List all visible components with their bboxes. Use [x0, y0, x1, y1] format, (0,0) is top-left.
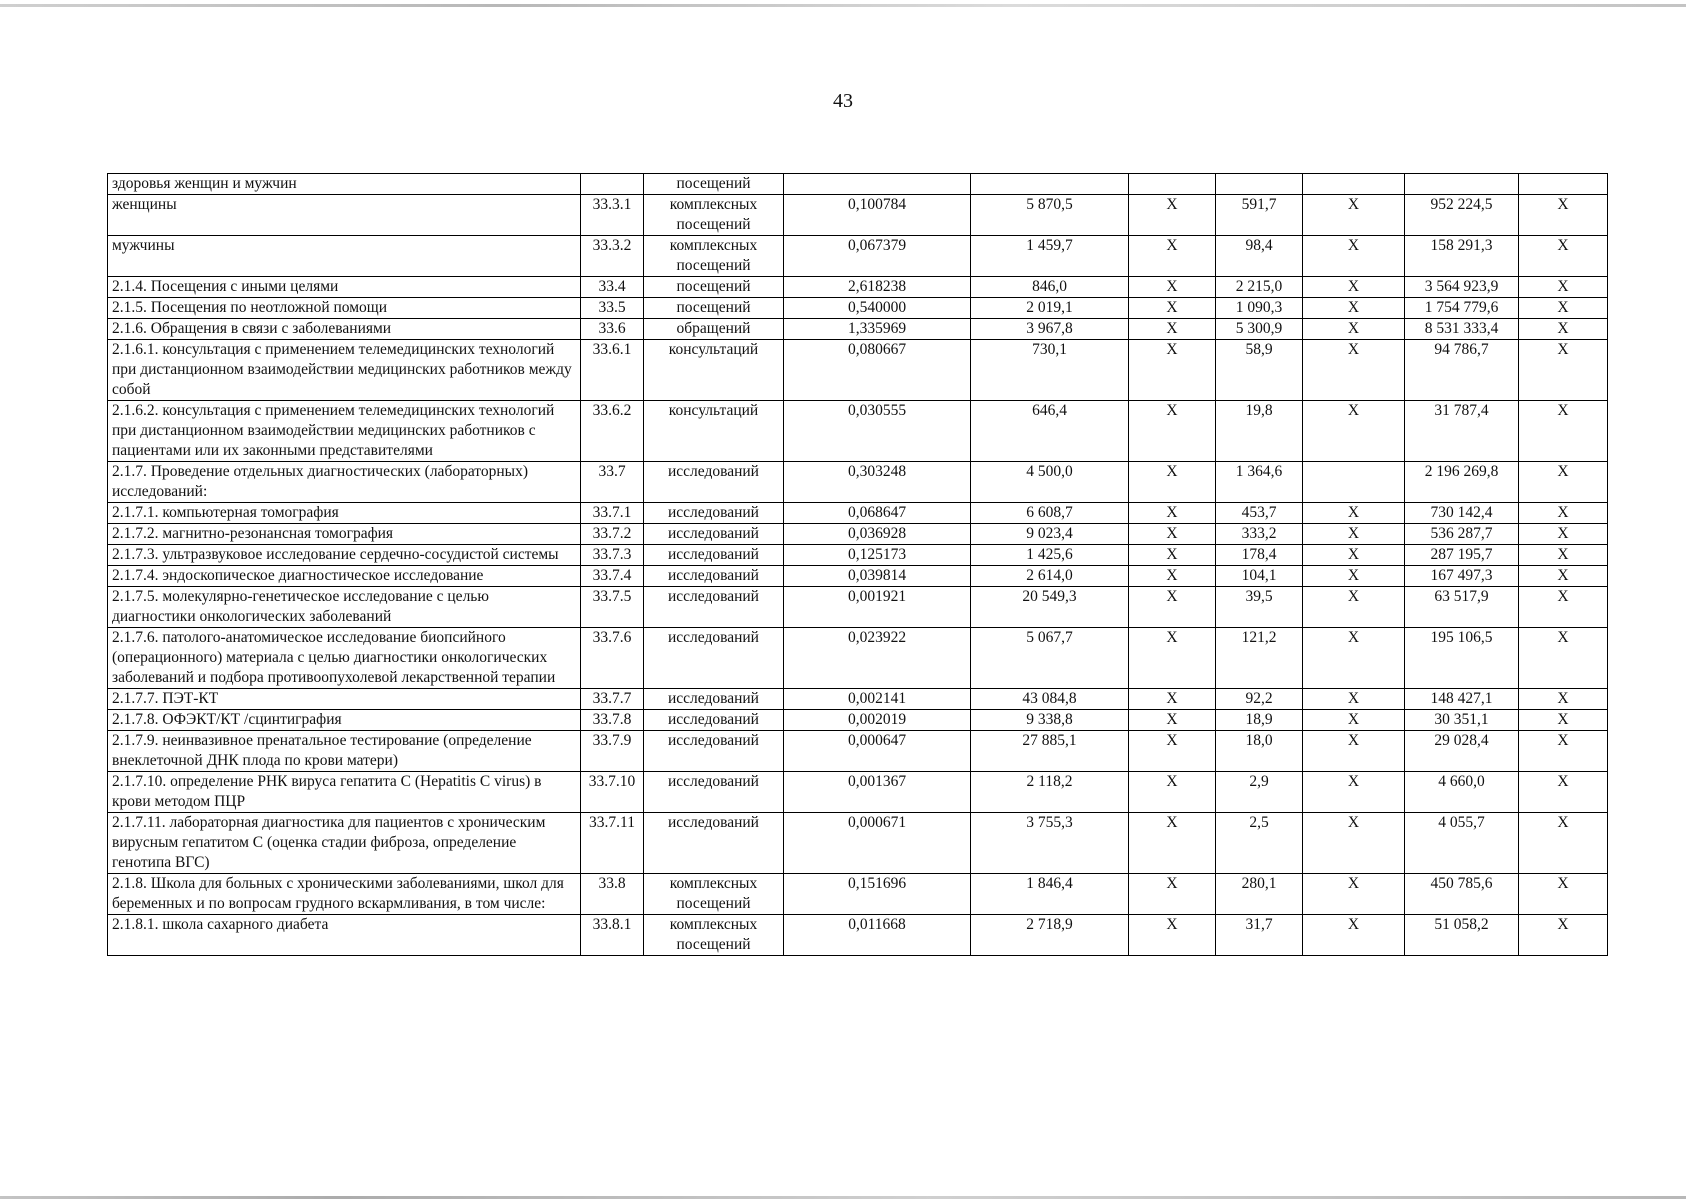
table-row [108, 710, 1608, 731]
cell-per-capita: 98,4 [1216, 236, 1303, 277]
cell-per-capita: 280,1 [1216, 874, 1303, 915]
cell-sum: 158 291,3 [1405, 236, 1519, 277]
cell-x: Х [1519, 772, 1608, 813]
cell-code [581, 174, 644, 195]
cell-x: Х [1129, 298, 1216, 319]
cell-x: Х [1129, 277, 1216, 298]
cell-unit: исследований [644, 524, 784, 545]
cell-per-capita: 19,8 [1216, 401, 1303, 462]
cell-x: Х [1303, 566, 1405, 587]
cell-x: Х [1129, 524, 1216, 545]
medical-services-table [107, 173, 1608, 956]
cell-sum: 195 106,5 [1405, 628, 1519, 689]
table-row [108, 689, 1608, 710]
cell-x: Х [1303, 277, 1405, 298]
cell-name: 2.1.6.1. консультация с применением телемедицинских технологий при дистанционном взаимодействии медицинских работников между собой [108, 340, 581, 401]
cell-x: Х [1519, 915, 1608, 956]
table-row [108, 813, 1608, 874]
cell-x: Х [1303, 731, 1405, 772]
cell-unit: посещений [644, 174, 784, 195]
cell-x [1129, 174, 1216, 195]
cell-cost: 3 967,8 [971, 319, 1129, 340]
cell-cost: 27 885,1 [971, 731, 1129, 772]
table-row [108, 524, 1608, 545]
cell-x: Х [1129, 731, 1216, 772]
cell-code: 33.7.7 [581, 689, 644, 710]
cell-unit: исследований [644, 545, 784, 566]
cell-cost: 846,0 [971, 277, 1129, 298]
cell-per-capita: 2,9 [1216, 772, 1303, 813]
cell-unit: исследований [644, 503, 784, 524]
cell-name: 2.1.7.5. молекулярно-генетическое исследование с целью диагностики онкологических заболеваний [108, 587, 581, 628]
cell-x: Х [1519, 731, 1608, 772]
cell-unit: исследований [644, 772, 784, 813]
cell-rate: 0,100784 [784, 195, 971, 236]
cell-rate: 0,023922 [784, 628, 971, 689]
cell-cost: 1 425,6 [971, 545, 1129, 566]
cell-x: Х [1519, 503, 1608, 524]
cell-x: Х [1303, 503, 1405, 524]
cell-x [1519, 174, 1608, 195]
cell-per-capita: 39,5 [1216, 587, 1303, 628]
cell-cost: 4 500,0 [971, 462, 1129, 503]
cell-sum: 536 287,7 [1405, 524, 1519, 545]
cell-code: 33.3.1 [581, 195, 644, 236]
cell-sum: 94 786,7 [1405, 340, 1519, 401]
cell-name: 2.1.7. Проведение отдельных диагностических (лабораторных) исследований: [108, 462, 581, 503]
cell-x [1303, 174, 1405, 195]
table-row [108, 195, 1608, 236]
cell-code: 33.7.3 [581, 545, 644, 566]
cell-unit: исследований [644, 566, 784, 587]
page-number: 43 [833, 90, 853, 112]
cell-code: 33.7.5 [581, 587, 644, 628]
cell-sum: 167 497,3 [1405, 566, 1519, 587]
cell-rate: 0,001921 [784, 587, 971, 628]
cell-x: Х [1303, 874, 1405, 915]
cell-x: Х [1129, 813, 1216, 874]
cell-per-capita: 1 364,6 [1216, 462, 1303, 503]
cell-x: Х [1129, 689, 1216, 710]
cell-name: здоровья женщин и мужчин [108, 174, 581, 195]
cell-x: Х [1519, 813, 1608, 874]
scan-edge-bottom [0, 1196, 1686, 1199]
cell-rate: 0,001367 [784, 772, 971, 813]
cell-x: Х [1519, 277, 1608, 298]
cell-sum: 51 058,2 [1405, 915, 1519, 956]
cell-name: 2.1.8.1. школа сахарного диабета [108, 915, 581, 956]
cell-name: 2.1.8. Школа для больных с хроническими заболеваниями, школ для беременных и по вопросам грудного вскармливания, в том числе: [108, 874, 581, 915]
cell-x: Х [1129, 587, 1216, 628]
cell-unit: обращений [644, 319, 784, 340]
cell-x: Х [1303, 236, 1405, 277]
cell-sum: 63 517,9 [1405, 587, 1519, 628]
cell-sum: 730 142,4 [1405, 503, 1519, 524]
cell-cost: 2 614,0 [971, 566, 1129, 587]
cell-per-capita: 18,9 [1216, 710, 1303, 731]
cell-x: Х [1519, 401, 1608, 462]
cell-x: Х [1303, 524, 1405, 545]
cell-rate: 0,000647 [784, 731, 971, 772]
cell-x: Х [1519, 319, 1608, 340]
cell-x: Х [1519, 340, 1608, 401]
cell-unit: комплексных посещений [644, 195, 784, 236]
cell-x: Х [1519, 545, 1608, 566]
cell-name: 2.1.6.2. консультация с применением телемедицинских технологий при дистанционном взаимодействии медицинских работников с пациентами или их законными представителями [108, 401, 581, 462]
cell-rate: 0,039814 [784, 566, 971, 587]
cell-rate: 0,036928 [784, 524, 971, 545]
cell-code: 33.7.1 [581, 503, 644, 524]
cell-per-capita: 58,9 [1216, 340, 1303, 401]
cell-sum: 148 427,1 [1405, 689, 1519, 710]
cell-cost: 1 846,4 [971, 874, 1129, 915]
cell-code: 33.7.10 [581, 772, 644, 813]
table-row [108, 298, 1608, 319]
cell-unit: исследований [644, 813, 784, 874]
cell-cost: 43 084,8 [971, 689, 1129, 710]
cell-x: Х [1303, 587, 1405, 628]
cell-cost: 9 338,8 [971, 710, 1129, 731]
cell-cost [971, 174, 1129, 195]
cell-x: Х [1303, 628, 1405, 689]
cell-rate: 0,002141 [784, 689, 971, 710]
cell-code: 33.8 [581, 874, 644, 915]
cell-rate: 0,125173 [784, 545, 971, 566]
cell-code: 33.7.2 [581, 524, 644, 545]
cell-name: 2.1.7.7. ПЭТ-КТ [108, 689, 581, 710]
cell-name: 2.1.7.2. магнитно-резонансная томография [108, 524, 581, 545]
cell-unit: исследований [644, 710, 784, 731]
cell-x: Х [1303, 772, 1405, 813]
cell-code: 33.6.1 [581, 340, 644, 401]
cell-x: Х [1303, 689, 1405, 710]
cell-name: 2.1.4. Посещения с иными целями [108, 277, 581, 298]
table-row [108, 731, 1608, 772]
table-row [108, 319, 1608, 340]
table-row [108, 340, 1608, 401]
cell-sum: 31 787,4 [1405, 401, 1519, 462]
cell-code: 33.7.8 [581, 710, 644, 731]
cell-x: Х [1129, 340, 1216, 401]
cell-cost: 1 459,7 [971, 236, 1129, 277]
cell-rate: 2,618238 [784, 277, 971, 298]
cell-unit: консультаций [644, 340, 784, 401]
cell-rate: 0,303248 [784, 462, 971, 503]
cell-x: Х [1129, 545, 1216, 566]
cell-x: Х [1129, 401, 1216, 462]
cell-name: 2.1.7.6. патолого-анатомическое исследование биопсийного (операционного) материала с целью диагностики онкологических заболеваний и подбора противоопухолевой лекарственной терапии [108, 628, 581, 689]
cell-sum: 287 195,7 [1405, 545, 1519, 566]
cell-unit: посещений [644, 298, 784, 319]
cell-unit: консультаций [644, 401, 784, 462]
cell-x: Х [1519, 298, 1608, 319]
cell-x: Х [1129, 319, 1216, 340]
cell-code: 33.6 [581, 319, 644, 340]
cell-cost: 646,4 [971, 401, 1129, 462]
cell-x: Х [1129, 236, 1216, 277]
cell-rate: 1,335969 [784, 319, 971, 340]
cell-code: 33.7.4 [581, 566, 644, 587]
cell-cost: 5 870,5 [971, 195, 1129, 236]
cell-name: 2.1.7.8. ОФЭКТ/КТ /сцинтиграфия [108, 710, 581, 731]
cell-unit: исследований [644, 731, 784, 772]
cell-per-capita: 18,0 [1216, 731, 1303, 772]
cell-x: Х [1303, 340, 1405, 401]
cell-unit: посещений [644, 277, 784, 298]
cell-x: Х [1129, 462, 1216, 503]
table-row [108, 628, 1608, 689]
cell-rate: 0,002019 [784, 710, 971, 731]
cell-x: Х [1519, 566, 1608, 587]
cell-x: Х [1519, 195, 1608, 236]
table-row [108, 566, 1608, 587]
cell-code: 33.4 [581, 277, 644, 298]
cell-per-capita: 2,5 [1216, 813, 1303, 874]
cell-unit: комплексных посещений [644, 236, 784, 277]
cell-per-capita: 333,2 [1216, 524, 1303, 545]
cell-x: Х [1129, 915, 1216, 956]
cell-per-capita: 31,7 [1216, 915, 1303, 956]
table-row [108, 174, 1608, 195]
cell-x: Х [1303, 298, 1405, 319]
cell-x: Х [1303, 710, 1405, 731]
table-row [108, 236, 1608, 277]
cell-unit: исследований [644, 628, 784, 689]
cell-cost: 5 067,7 [971, 628, 1129, 689]
cell-x: Х [1519, 710, 1608, 731]
cell-unit: комплексных посещений [644, 915, 784, 956]
cell-sum: 3 564 923,9 [1405, 277, 1519, 298]
table-row [108, 277, 1608, 298]
cell-x: Х [1129, 874, 1216, 915]
cell-x: Х [1129, 710, 1216, 731]
cell-name: 2.1.7.10. определение РНК вируса гепатита С (Hepatitis C virus) в крови методом ПЦР [108, 772, 581, 813]
cell-name: мужчины [108, 236, 581, 277]
cell-name: 2.1.5. Посещения по неотложной помощи [108, 298, 581, 319]
cell-x: Х [1129, 566, 1216, 587]
cell-sum [1405, 174, 1519, 195]
cell-per-capita: 453,7 [1216, 503, 1303, 524]
cell-x [1303, 462, 1405, 503]
cell-per-capita: 2 215,0 [1216, 277, 1303, 298]
cell-rate: 0,151696 [784, 874, 971, 915]
cell-per-capita: 5 300,9 [1216, 319, 1303, 340]
cell-x: Х [1303, 401, 1405, 462]
table-row [108, 462, 1608, 503]
cell-sum: 29 028,4 [1405, 731, 1519, 772]
cell-unit: исследований [644, 689, 784, 710]
table-row [108, 874, 1608, 915]
cell-rate: 0,068647 [784, 503, 971, 524]
cell-sum: 8 531 333,4 [1405, 319, 1519, 340]
cell-rate: 0,030555 [784, 401, 971, 462]
cell-sum: 2 196 269,8 [1405, 462, 1519, 503]
cell-x: Х [1519, 236, 1608, 277]
cell-per-capita: 178,4 [1216, 545, 1303, 566]
cell-x: Х [1129, 772, 1216, 813]
cell-cost: 6 608,7 [971, 503, 1129, 524]
cell-per-capita: 92,2 [1216, 689, 1303, 710]
cell-rate: 0,080667 [784, 340, 971, 401]
cell-code: 33.7.11 [581, 813, 644, 874]
cell-rate: 0,000671 [784, 813, 971, 874]
cell-unit: исследований [644, 587, 784, 628]
cell-x: Х [1129, 195, 1216, 236]
cell-sum: 450 785,6 [1405, 874, 1519, 915]
cell-name: 2.1.7.3. ультразвуковое исследование сердечно-сосудистой системы [108, 545, 581, 566]
table-row [108, 503, 1608, 524]
table-row [108, 401, 1608, 462]
cell-sum: 1 754 779,6 [1405, 298, 1519, 319]
cell-name: женщины [108, 195, 581, 236]
cell-cost: 2 118,2 [971, 772, 1129, 813]
cell-sum: 4 660,0 [1405, 772, 1519, 813]
cell-x: Х [1303, 915, 1405, 956]
cell-name: 2.1.7.1. компьютерная томография [108, 503, 581, 524]
cell-x: Х [1519, 689, 1608, 710]
cell-x: Х [1303, 813, 1405, 874]
scan-edge-top [0, 4, 1686, 7]
cell-sum: 952 224,5 [1405, 195, 1519, 236]
cell-code: 33.8.1 [581, 915, 644, 956]
cell-cost: 730,1 [971, 340, 1129, 401]
cell-rate [784, 174, 971, 195]
cell-x: Х [1519, 462, 1608, 503]
cell-name: 2.1.7.11. лабораторная диагностика для пациентов с хроническим вирусным гепатитом С (оценка стадии фиброза, определение генотипа ВГС) [108, 813, 581, 874]
table-row [108, 772, 1608, 813]
cell-per-capita: 121,2 [1216, 628, 1303, 689]
cell-name: 2.1.7.9. неинвазивное пренатальное тестирование (определение внеклеточной ДНК плода по крови матери) [108, 731, 581, 772]
cell-cost: 9 023,4 [971, 524, 1129, 545]
cell-per-capita [1216, 174, 1303, 195]
cell-code: 33.3.2 [581, 236, 644, 277]
cell-per-capita: 1 090,3 [1216, 298, 1303, 319]
cell-x: Х [1129, 628, 1216, 689]
cell-per-capita: 104,1 [1216, 566, 1303, 587]
table-row [108, 915, 1608, 956]
cell-unit: комплексных посещений [644, 874, 784, 915]
cell-rate: 0,011668 [784, 915, 971, 956]
cell-rate: 0,067379 [784, 236, 971, 277]
cell-code: 33.6.2 [581, 401, 644, 462]
cell-sum: 4 055,7 [1405, 813, 1519, 874]
cell-rate: 0,540000 [784, 298, 971, 319]
cell-cost: 2 718,9 [971, 915, 1129, 956]
cell-x: Х [1519, 587, 1608, 628]
cell-x: Х [1519, 874, 1608, 915]
cell-code: 33.7.6 [581, 628, 644, 689]
cell-sum: 30 351,1 [1405, 710, 1519, 731]
cell-name: 2.1.6. Обращения в связи с заболеваниями [108, 319, 581, 340]
cell-cost: 2 019,1 [971, 298, 1129, 319]
cell-x: Х [1519, 524, 1608, 545]
cell-x: Х [1519, 628, 1608, 689]
cell-per-capita: 591,7 [1216, 195, 1303, 236]
table-row [108, 587, 1608, 628]
cell-x: Х [1303, 319, 1405, 340]
cell-code: 33.7 [581, 462, 644, 503]
cell-cost: 20 549,3 [971, 587, 1129, 628]
cell-x: Х [1129, 503, 1216, 524]
cell-name: 2.1.7.4. эндоскопическое диагностическое исследование [108, 566, 581, 587]
cell-x: Х [1303, 545, 1405, 566]
cell-code: 33.7.9 [581, 731, 644, 772]
cell-x: Х [1303, 195, 1405, 236]
cell-code: 33.5 [581, 298, 644, 319]
table-row [108, 545, 1608, 566]
cell-cost: 3 755,3 [971, 813, 1129, 874]
cell-unit: исследований [644, 462, 784, 503]
